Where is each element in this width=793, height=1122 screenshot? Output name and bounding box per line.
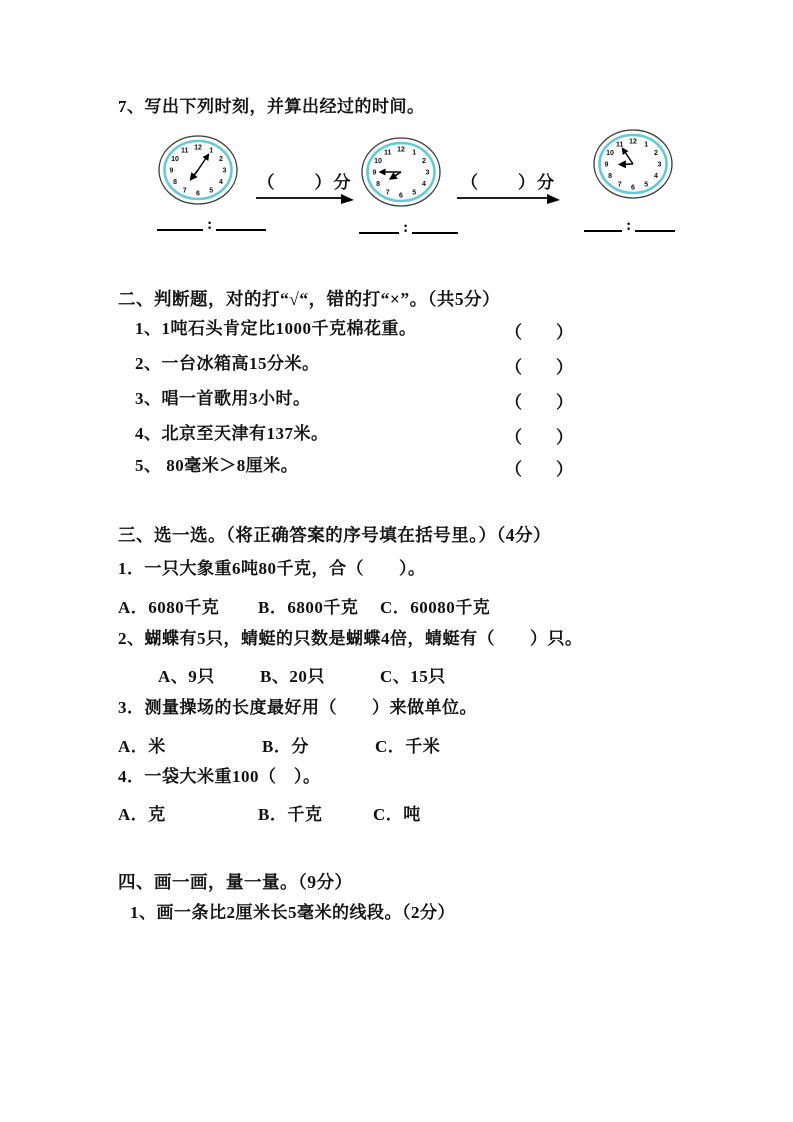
judge-item-4 — [0, 423, 793, 445]
answer-bracket: （ ） — [505, 393, 573, 412]
svg-text:9: 9 — [169, 167, 174, 175]
answer-bracket: （ ） — [505, 428, 573, 447]
judge-item-text: 2、一台冰箱高15分米。 — [135, 354, 320, 373]
choice-1-option-a: A．6080千克 — [118, 598, 220, 617]
svg-text:8: 8 — [173, 178, 178, 186]
draw-item-1: 1、画一条比2厘米长5毫米的线段。（2分） — [130, 903, 455, 922]
svg-text:3: 3 — [657, 161, 662, 169]
svg-text:1: 1 — [412, 149, 417, 157]
svg-text:11: 11 — [181, 147, 189, 155]
choice-2-option-a: A、9只 — [158, 667, 215, 686]
svg-text:5: 5 — [209, 187, 214, 195]
svg-text:3: 3 — [222, 167, 227, 175]
svg-text:9: 9 — [372, 169, 377, 177]
section-two-header: 二、判断题，对的打“√“，错的打“×”。（共5分） — [118, 289, 501, 309]
time-colon: : — [207, 216, 213, 233]
svg-text:11: 11 — [384, 149, 392, 157]
hour-blank-line — [584, 215, 622, 232]
choice-3-option-b: B．分 — [262, 737, 309, 756]
judge-item-2 — [0, 353, 793, 375]
svg-text:10: 10 — [606, 149, 614, 157]
svg-text:7: 7 — [182, 187, 187, 195]
answer-bracket: （ ） — [505, 358, 573, 377]
choice-1-option-b: B．6800千克 — [258, 598, 359, 617]
svg-text:5: 5 — [644, 181, 649, 189]
svg-text:12: 12 — [194, 144, 202, 152]
choice-3-option-a: A．米 — [118, 737, 166, 756]
svg-text:2: 2 — [421, 157, 426, 165]
svg-text:9: 9 — [604, 161, 609, 169]
time-answer-blank-3 — [584, 215, 675, 232]
elapsed-minutes-label-1: （ ）分 — [257, 173, 353, 192]
choice-2-option-b: B、20只 — [260, 667, 325, 686]
svg-text:12: 12 — [629, 138, 637, 146]
hour-blank-line — [359, 217, 399, 234]
svg-text:2: 2 — [653, 149, 658, 157]
choice-3-option-c: C．千米 — [375, 737, 441, 756]
answer-bracket: （ ） — [505, 460, 573, 479]
judge-item-1 — [0, 318, 793, 340]
minute-blank-line — [635, 215, 675, 232]
hour-blank-line — [157, 214, 203, 231]
judge-item-text: 4、北京至天津有137米。 — [135, 424, 329, 443]
choice-4-option-c: C．吨 — [373, 805, 421, 824]
svg-text:10: 10 — [374, 157, 382, 165]
svg-text:3: 3 — [425, 169, 430, 177]
svg-text:7: 7 — [617, 181, 622, 189]
svg-text:5: 5 — [412, 189, 417, 197]
clock-face-3 — [592, 127, 674, 201]
judge-item-5 — [0, 455, 793, 477]
judge-item-text: 1、1吨石头肯定比1000千克棉花重。 — [135, 319, 417, 338]
elapsed-minutes-label-2: （ ）分 — [461, 173, 556, 192]
svg-text:4: 4 — [218, 178, 223, 186]
section-four-header: 四、画一画，量一量。（9分） — [118, 872, 353, 892]
clock-face-2 — [360, 135, 442, 209]
svg-text:6: 6 — [196, 190, 200, 198]
choice-4-option-b: B．千克 — [258, 805, 323, 824]
choice-question-2: 2、蝴蝶有5只，蜻蜓的只数是蝴蝶4倍，蜻蜓有（ ）只。 — [118, 629, 583, 648]
right-arrow-icon — [255, 193, 355, 205]
svg-text:8: 8 — [376, 180, 381, 188]
choice-question-4: 4．一袋大米重100（ ）。 — [118, 767, 321, 786]
svg-text:7: 7 — [385, 189, 390, 197]
judge-item-text: 3、唱一首歌用3小时。 — [135, 389, 311, 408]
choice-1-option-c: C．60080千克 — [380, 598, 491, 617]
svg-text:4: 4 — [421, 180, 426, 188]
choice-2-option-c: C、15只 — [380, 667, 446, 686]
choice-question-3: 3．测量操场的长度最好用（ ）来做单位。 — [118, 698, 477, 717]
minute-blank-line — [412, 217, 458, 234]
time-answer-blank-1 — [157, 214, 266, 231]
elapsed-time-2 — [456, 168, 561, 205]
question7-title: 7、写出下列时刻，并算出经过的时间。 — [118, 97, 425, 116]
svg-text:1: 1 — [644, 141, 649, 149]
svg-text:11: 11 — [616, 141, 624, 149]
clock-face-1 — [157, 133, 239, 207]
svg-text:2: 2 — [218, 155, 223, 163]
svg-text:10: 10 — [171, 155, 179, 163]
svg-text:12: 12 — [397, 146, 405, 154]
choice-question-1: 1．一只大象重6吨80千克，合（ ）。 — [118, 559, 426, 578]
svg-text:4: 4 — [653, 172, 658, 180]
answer-bracket: （ ） — [505, 323, 573, 342]
svg-text:6: 6 — [631, 184, 635, 192]
svg-text:8: 8 — [608, 172, 613, 180]
svg-text:6: 6 — [399, 192, 403, 200]
judge-item-text: 5、 80毫米＞8厘米。 — [135, 456, 299, 475]
svg-text:1: 1 — [209, 147, 214, 155]
elapsed-time-1 — [255, 168, 355, 205]
time-colon: : — [403, 219, 409, 236]
section-three-header: 三、选一选。（将正确答案的序号填在括号里。）（4分） — [118, 525, 551, 545]
right-arrow-icon — [456, 193, 561, 205]
time-answer-blank-2 — [359, 217, 458, 234]
judge-item-3 — [0, 388, 793, 410]
choice-4-option-a: A．克 — [118, 805, 166, 824]
minute-blank-line — [216, 214, 266, 231]
time-colon: : — [626, 217, 632, 234]
